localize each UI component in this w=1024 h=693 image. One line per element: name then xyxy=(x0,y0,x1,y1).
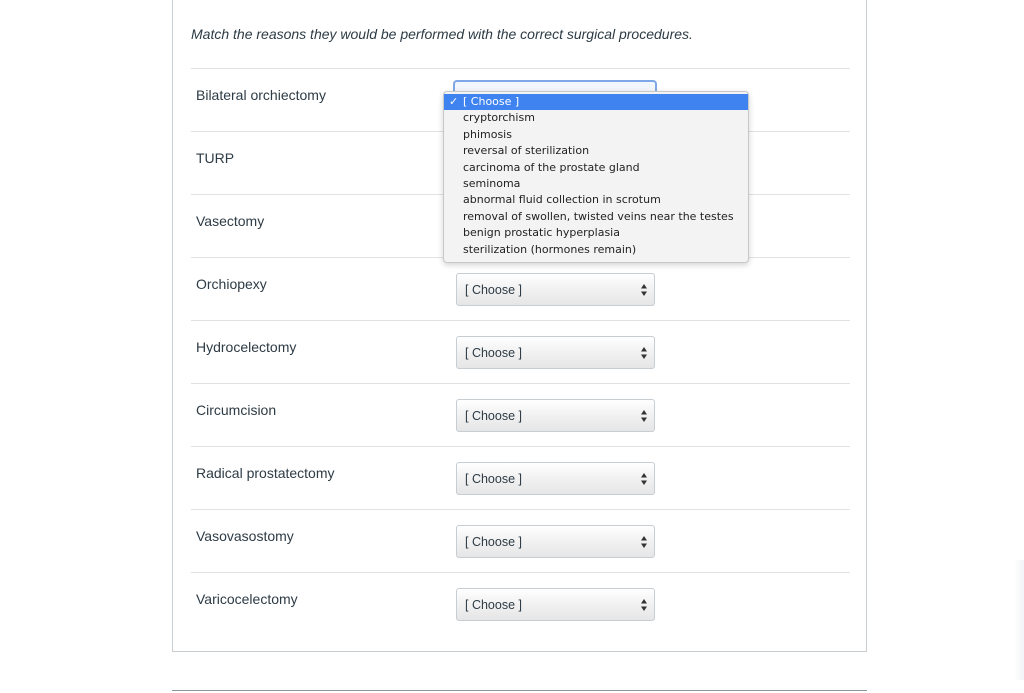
procedure-label: Circumcision xyxy=(196,402,277,418)
question-prompt: Match the reasons they would be performed with the correct surgical procedures. xyxy=(191,26,693,42)
answer-dropdown-menu xyxy=(443,91,749,263)
procedure-label: Radical prostatectomy xyxy=(196,465,335,481)
match-row-hydrocelectomy xyxy=(191,320,850,383)
option-label: carcinoma of the prostate gland xyxy=(463,160,640,174)
updown-arrows-icon xyxy=(640,283,648,297)
procedure-label: Vasovasostomy xyxy=(196,528,294,544)
updown-arrows-icon xyxy=(640,535,648,549)
option-label: removal of swollen, twisted veins near the testes xyxy=(463,209,734,223)
match-row-radical-prostatectomy xyxy=(191,446,850,509)
dropdown-option-prostate-carcinoma[interactable] xyxy=(444,160,748,176)
procedure-label: Varicocelectomy xyxy=(196,591,298,607)
select-value: [ Choose ] xyxy=(465,535,522,549)
dropdown-option-choose[interactable] xyxy=(444,94,748,110)
procedure-label: Vasectomy xyxy=(196,213,265,229)
dropdown-option-sterilization-hormones[interactable] xyxy=(444,242,748,258)
match-row-orchiopexy xyxy=(191,257,850,320)
answer-select[interactable] xyxy=(456,273,655,306)
dropdown-option-twisted-veins[interactable] xyxy=(444,209,748,225)
updown-arrows-icon xyxy=(640,409,648,423)
updown-arrows-icon xyxy=(640,598,648,612)
option-label: cryptorchism xyxy=(463,111,535,125)
option-label: [ Choose ] xyxy=(463,95,520,108)
match-row-varicocelectomy xyxy=(191,572,850,635)
check-icon: ✓ xyxy=(449,95,459,108)
procedure-label: Orchiopexy xyxy=(196,276,267,292)
select-value: [ Choose ] xyxy=(465,346,522,360)
option-label: seminoma xyxy=(463,176,521,190)
answer-select[interactable] xyxy=(456,336,655,369)
updown-arrows-icon xyxy=(640,472,648,486)
dropdown-option-phimosis[interactable] xyxy=(444,127,748,143)
match-row-vasovasostomy xyxy=(191,509,850,572)
dropdown-option-reversal-of-sterilization[interactable] xyxy=(444,143,748,159)
option-label: benign prostatic hyperplasia xyxy=(463,226,620,240)
procedure-label: TURP xyxy=(196,150,235,166)
dropdown-option-seminoma[interactable] xyxy=(444,176,748,192)
procedure-label: Bilateral orchiectomy xyxy=(196,87,326,103)
option-label: abnormal fluid collection in scrotum xyxy=(463,193,661,207)
answer-select[interactable] xyxy=(456,399,655,432)
select-value: [ Choose ] xyxy=(465,472,522,486)
option-label: phimosis xyxy=(463,127,512,141)
answer-select[interactable] xyxy=(456,462,655,495)
match-row-circumcision xyxy=(191,383,850,446)
procedure-label: Hydrocelectomy xyxy=(196,339,297,355)
select-value: [ Choose ] xyxy=(465,283,522,297)
select-value: [ Choose ] xyxy=(465,598,522,612)
answer-select[interactable] xyxy=(456,588,655,621)
option-label: reversal of sterilization xyxy=(463,144,590,158)
dropdown-option-scrotal-fluid[interactable] xyxy=(444,192,748,208)
scroll-edge-shade xyxy=(1014,560,1024,680)
select-value: [ Choose ] xyxy=(465,409,522,423)
next-question-divider xyxy=(172,690,867,691)
dropdown-option-bph[interactable] xyxy=(444,225,748,241)
answer-select[interactable] xyxy=(456,525,655,558)
option-label: sterilization (hormones remain) xyxy=(463,242,637,256)
dropdown-option-cryptorchism[interactable] xyxy=(444,110,748,126)
updown-arrows-icon xyxy=(640,346,648,360)
